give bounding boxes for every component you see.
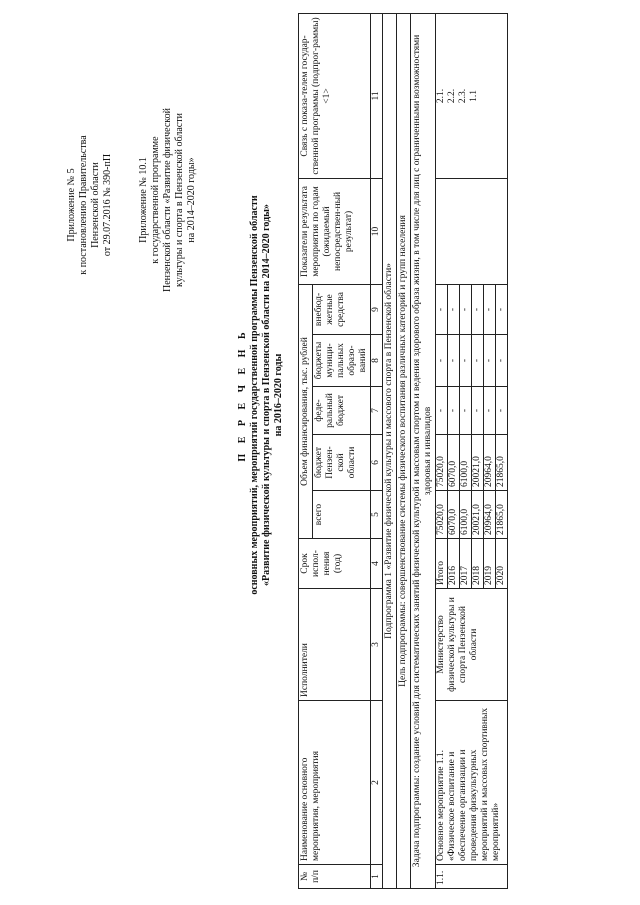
row-offbudget: - [472,284,484,334]
row-regional: 75020,0 [436,435,448,491]
row-federal: - [448,387,460,435]
header-federal: феде-ральный бюджет [313,387,371,435]
header-regional: бюджет Пензен-ской области [313,435,371,491]
row-year: 2019 [484,539,496,589]
row-total: 6070,0 [448,491,460,539]
appendix-program-block [138,35,198,365]
activity-name: Основное мероприятие 1.1. «Физическое воспитание и обеспечение организации и проведения физкультурных мероприятий и массовых спортивных мероприятий» [436,701,508,865]
row-year: Итого [436,539,448,589]
row-offbudget: - [436,284,448,334]
activity-links [436,13,508,178]
activity-executor: Министерство физической культуры и спорта Пензенской области [436,589,508,701]
column-number: 3 [371,589,383,701]
column-number: 9 [371,284,383,334]
row-municipal: - [436,335,448,387]
header-executors: Исполнители [299,589,371,701]
row-total: 20021,0 [472,491,484,539]
column-number-row [371,13,383,888]
document-title [237,75,285,715]
link-item: 2.1. [436,88,446,104]
row-indicators [436,178,508,284]
row-year: 2020 [496,539,508,589]
row-offbudget: - [496,284,508,334]
row-municipal: - [496,335,508,387]
header-term: Срок испол-нения (год) [299,539,371,589]
row-federal: - [496,387,508,435]
row-total: 75020,0 [436,491,448,539]
table-row [436,13,448,888]
column-number: 2 [371,701,383,865]
row-federal: - [484,387,496,435]
row-municipal: - [484,335,496,387]
link-item: 2.2. [447,88,457,104]
row-federal: - [460,387,472,435]
row-total: 21865,0 [496,491,508,539]
header-municipal: бюджеты муници-пальных образо-ваний [313,335,371,387]
subprogram-task: Задача подпрограммы: создание условий для систематических занятий физической культурой и массовым спортом и ведения здорового образа жизни, в том числе для лиц с ограниченными возможностями здоровья и инвалидов [411,13,436,888]
subprogram-row [383,13,397,888]
appendix-program-line: Приложение № 10.1 [138,157,149,243]
appendix-program-line: Пензенской области «Развитие физической [162,108,173,292]
header-num: № п/п [299,865,371,889]
header-name: Наименование основного мероприятия, мероприятия [299,701,371,865]
row-regional: 20964,0 [484,435,496,491]
activity-num: 1.1. [436,865,508,889]
row-municipal: - [460,335,472,387]
row-federal: - [436,387,448,435]
header-link: Связь с показа-телем государ-ственной программы (подпрог-раммы) <1> [299,13,371,178]
column-number: 1 [371,865,383,889]
subprogram-goal: Цель подпрограммы: совершенствование системы физического воспитания различных категорий и групп населения [397,13,411,888]
row-total: 20964,0 [484,491,496,539]
header-indicators: Показатели результата мероприятия по годам (ожидаемый непосредствен-ный результат) [299,178,371,284]
header-total: всего [313,491,371,539]
row-offbudget: - [484,284,496,334]
appendix-main-line: Приложение № 5 [66,168,77,242]
title-line: основных мероприятий, мероприятий государственной программы Пензенской области [249,195,260,595]
row-municipal: - [472,335,484,387]
column-number: 8 [371,335,383,387]
task-row [411,13,436,888]
row-municipal: - [448,335,460,387]
column-number: 4 [371,539,383,589]
title-line: на 2016–2020 годы [273,353,284,437]
subprogram-title: Подпрограмма 1 «Развитие физической культуры и массового спорта в Пензенской области» [383,13,397,888]
row-offbudget: - [448,284,460,334]
appendix-main-line: Пензенской области [90,162,101,248]
goal-row [397,13,411,888]
column-number: 6 [371,435,383,491]
column-number: 7 [371,387,383,435]
link-item: 2.3. [458,88,468,104]
row-regional: 6100,0 [460,435,472,491]
appendix-main-block [66,25,114,385]
column-number: 11 [371,13,383,178]
row-federal: - [472,387,484,435]
row-year: 2017 [460,539,472,589]
row-regional: 20021,0 [472,435,484,491]
appendix-program-line: к государственной программе [150,136,161,264]
link-item: 1.1 [469,90,479,102]
row-offbudget: - [460,284,472,334]
title-word: П Е Р Е Ч Е Н Ь [237,328,248,462]
row-year: 2018 [472,539,484,589]
row-regional: 21865,0 [496,435,508,491]
header-row [299,13,313,888]
appendix-main-line: от 29.07.2016 № 390-пП [102,153,113,257]
column-number: 5 [371,491,383,539]
column-number: 10 [371,178,383,284]
header-offbudget: внебюд-жетные средства [313,284,371,334]
title-line: «Развитие физической культуры и спорта в Пензенской области на 2014–2020 годы» [261,204,272,586]
appendix-program-line: на 2014–2020 годы» [186,157,197,243]
row-year: 2016 [448,539,460,589]
appendix-main-line: к постановлению Правительства [78,135,89,275]
appendix-program-line: культуры и спорта в Пензенской области [174,113,185,287]
row-total: 6100,0 [460,491,472,539]
activities-table [298,13,508,889]
header-funding: Объем финансирования, тыс. рублей [299,284,313,538]
row-regional: 6070,0 [448,435,460,491]
